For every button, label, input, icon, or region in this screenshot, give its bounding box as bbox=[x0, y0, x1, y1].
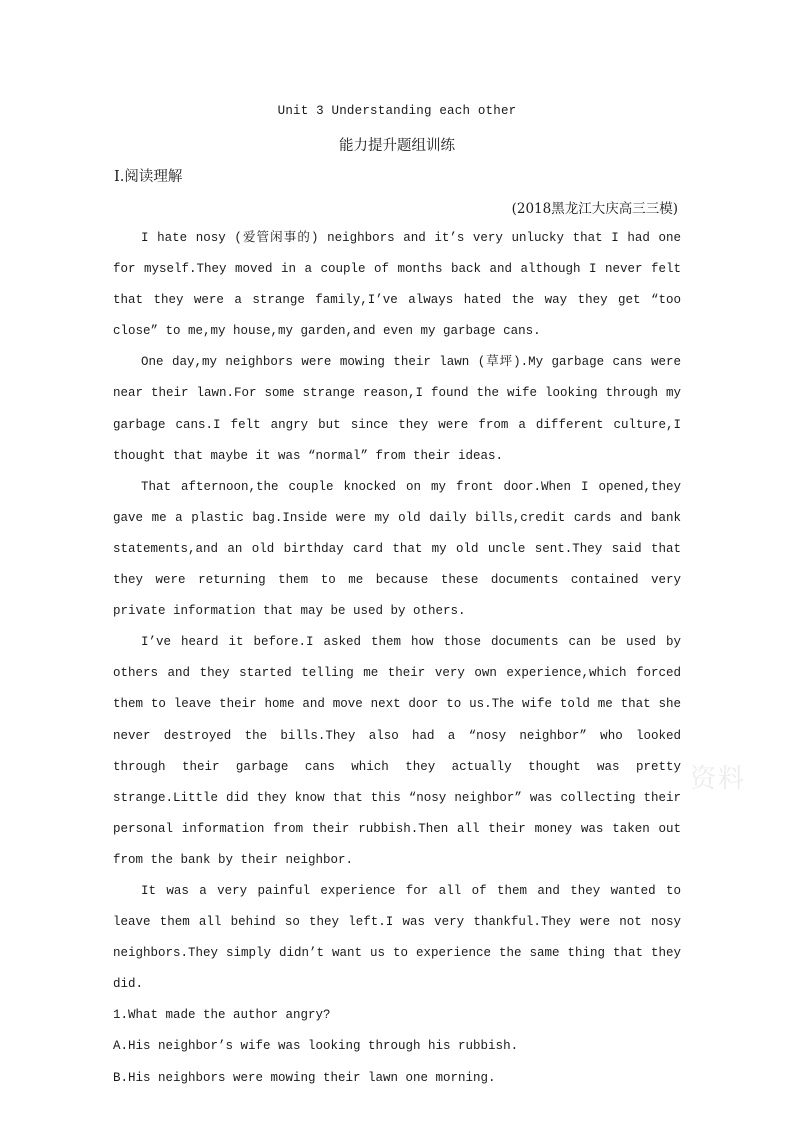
exercise-title: 能力提升题组训练 bbox=[339, 138, 455, 154]
source-note: (2018黑龙江大庆高三三模) bbox=[511, 201, 678, 217]
unit-title: Unit 3 Understanding each other bbox=[277, 104, 517, 118]
option-b: B.His neighbors were mowing their lawn one morning. bbox=[113, 1070, 496, 1085]
passage-paragraph-1: I hate nosy (爱管闲事的) neighbors and it’s very unlucky that I had one for myself.They moved in a couple of months back and although I never felt that they were a strange family,I’ve always hated the way they get “too close” to me,my house,my garden,and even my garbage cans. bbox=[113, 231, 681, 339]
passage-paragraph-2: One day,my neighbors were mowing their lawn (草坪).My garbage cans were near their lawn.For some strange reason,I found the wife looking through my garbage cans.I felt angry but since they were from a different culture,I thought that maybe it was “normal” from their ideas. bbox=[113, 355, 681, 463]
section-label: Ⅰ.阅读理解 bbox=[114, 169, 183, 185]
reading-passage bbox=[113, 223, 681, 1094]
passage-paragraph-5: It was a very painful experience for all of them and they wanted to leave them all behind so they left.I was very thankful.They were not nosy neighbors.They simply didn’t want us to experience the same thing that they did. bbox=[113, 883, 681, 992]
question-stem: 1.What made the author angry? bbox=[113, 1008, 331, 1023]
passage-paragraph-4: I’ve heard it before.I asked them how those documents can be used by others and they started telling me their very own experience,which forced them to leave their home and move next door to us.The wife told me that she never destroyed the bills.They also had a “nosy neighbor” who looked through their garbage cans which they actually thought was pretty strange.Little did they know that this “nosy neighbor” was collecting their personal information from their rubbish.Then all their money was taken out from the bank by their neighbor. bbox=[113, 635, 681, 867]
option-a: A.His neighbor’s wife was looking through his rubbish. bbox=[113, 1039, 519, 1054]
watermark: 资料 bbox=[690, 764, 747, 794]
passage-paragraph-3: That afternoon,the couple knocked on my front door.When I opened,they gave me a plastic bag.Inside were my old daily bills,credit cards and bank statements,and an old birthday card that my old uncle sent.They said that they were returning them to me because these documents contained very private information that may be used by others. bbox=[113, 479, 681, 619]
